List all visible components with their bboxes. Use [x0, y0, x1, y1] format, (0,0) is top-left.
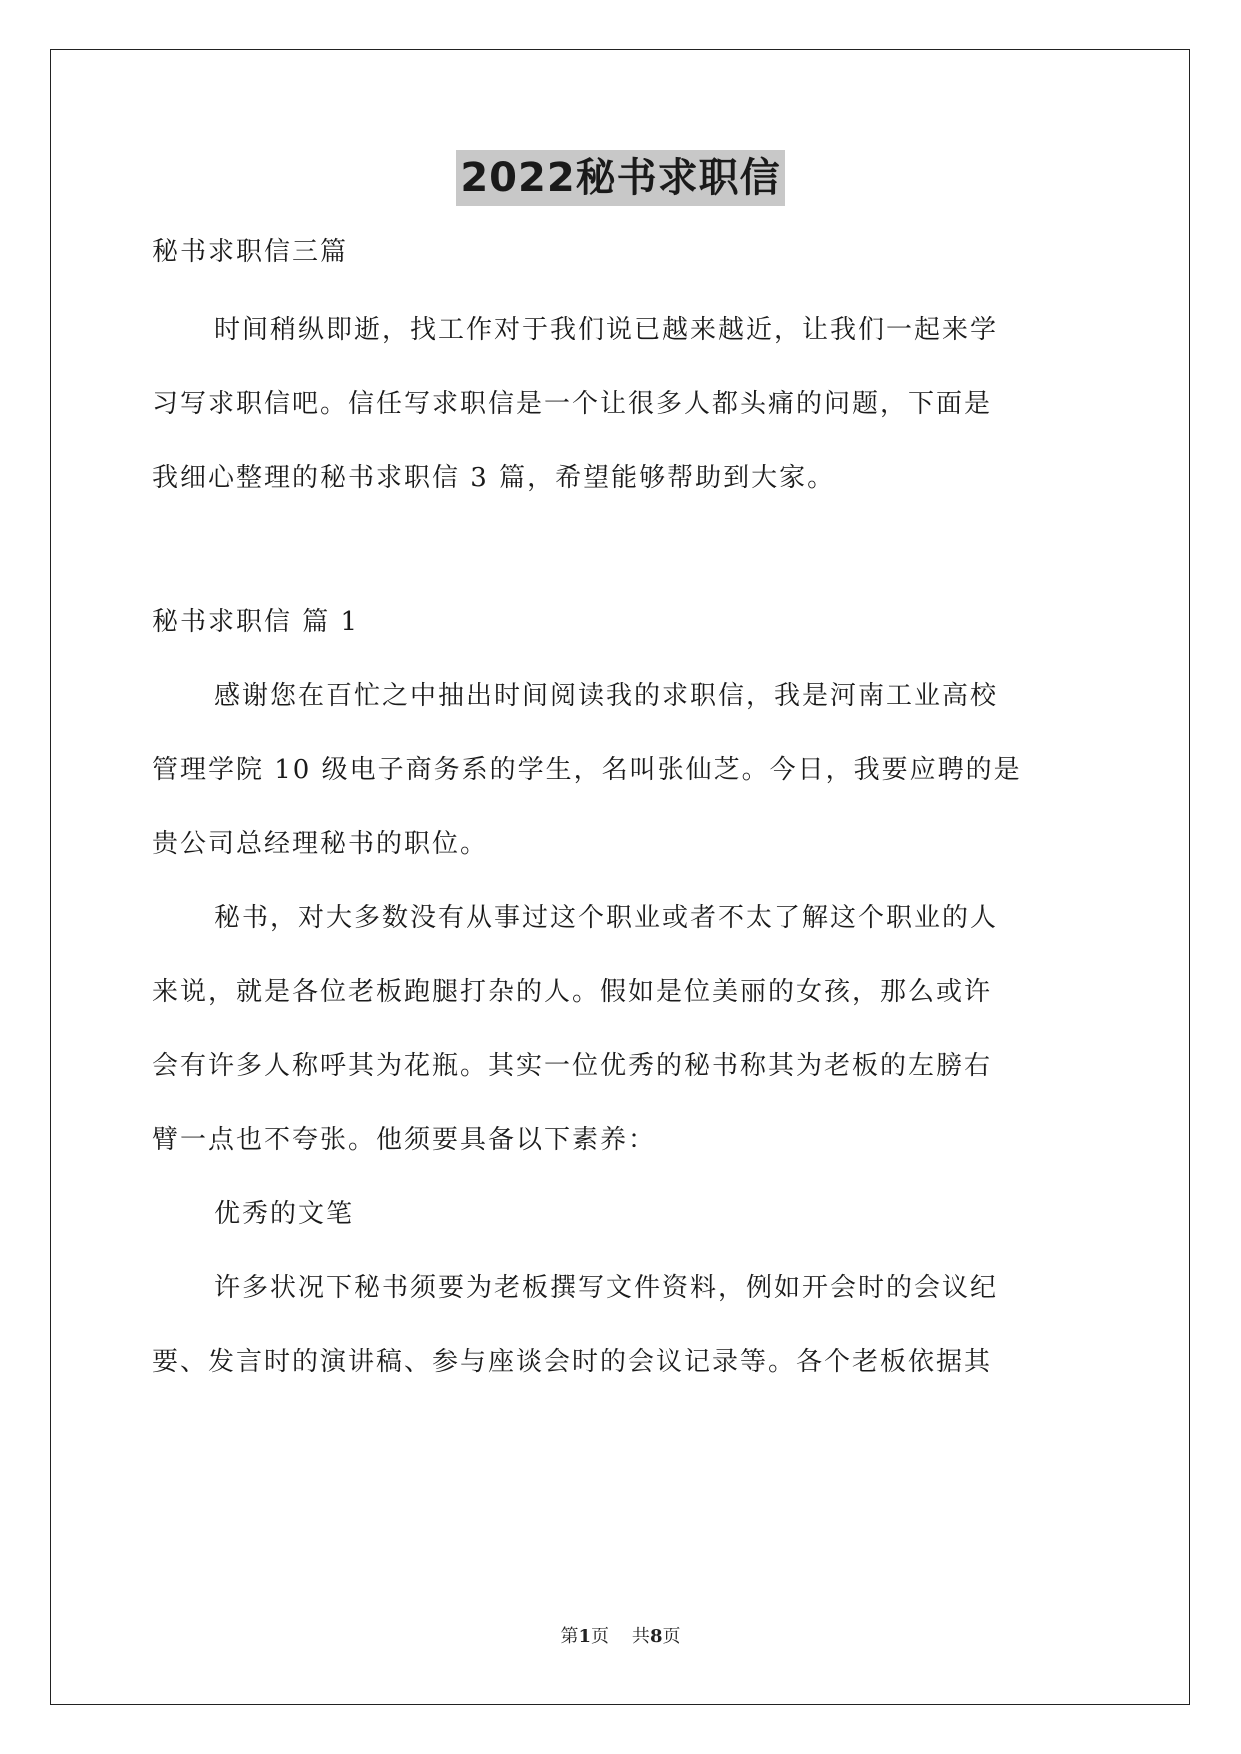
paragraph-line: 许多状况下秘书须要为老板撰写文件资料，例如开会时的会议纪: [214, 1273, 999, 1303]
title-container: [0, 150, 1241, 206]
paragraph-line: 感谢您在百忙之中抽出时间阅读我的求职信，我是河南工业高校: [214, 681, 999, 711]
page-footer: [0, 1622, 1241, 1648]
paragraph-line: 臂一点也不夸张。他须要具备以下素养：: [152, 1125, 657, 1155]
section-heading: 秘书求职信 篇 1: [152, 607, 360, 637]
paragraph-line: 秘书，对大多数没有从事过这个职业或者不太了解这个职业的人: [214, 903, 999, 933]
paragraph-line: 习写求职信吧。信任写求职信是一个让很多人都头痛的问题，下面是: [152, 389, 993, 419]
page-border: [50, 49, 1190, 1705]
footer-suffix: 页: [662, 1626, 681, 1647]
document-title: 2022秘书求职信: [456, 150, 784, 206]
paragraph-line: 时间稍纵即逝，找工作对于我们说已越来越近，让我们一起来学: [214, 315, 999, 345]
subheading: 优秀的文笔: [214, 1199, 355, 1229]
footer-middle: 页 共: [591, 1626, 650, 1647]
section-heading: 秘书求职信三篇: [152, 237, 349, 267]
paragraph-line: 会有许多人称呼其为花瓶。其实一位优秀的秘书称其为老板的左膀右: [152, 1051, 993, 1081]
paragraph-line: 来说，就是各位老板跑腿打杂的人。假如是位美丽的女孩，那么或许: [152, 977, 993, 1007]
paragraph-line: 管理学院 10 级电子商务系的学生，名叫张仙芝。今日，我要应聘的是: [152, 755, 1022, 785]
footer-page-number: 1: [578, 1626, 592, 1647]
paragraph-line: 贵公司总经理秘书的职位。: [152, 829, 489, 859]
footer-total-pages: 8: [649, 1626, 663, 1647]
paragraph-line: 要、发言时的演讲稿、参与座谈会时的会议记录等。各个老板依据其: [152, 1347, 993, 1377]
footer-prefix: 第: [560, 1626, 579, 1647]
paragraph-line: 我细心整理的秘书求职信 3 篇，希望能够帮助到大家。: [152, 463, 836, 493]
